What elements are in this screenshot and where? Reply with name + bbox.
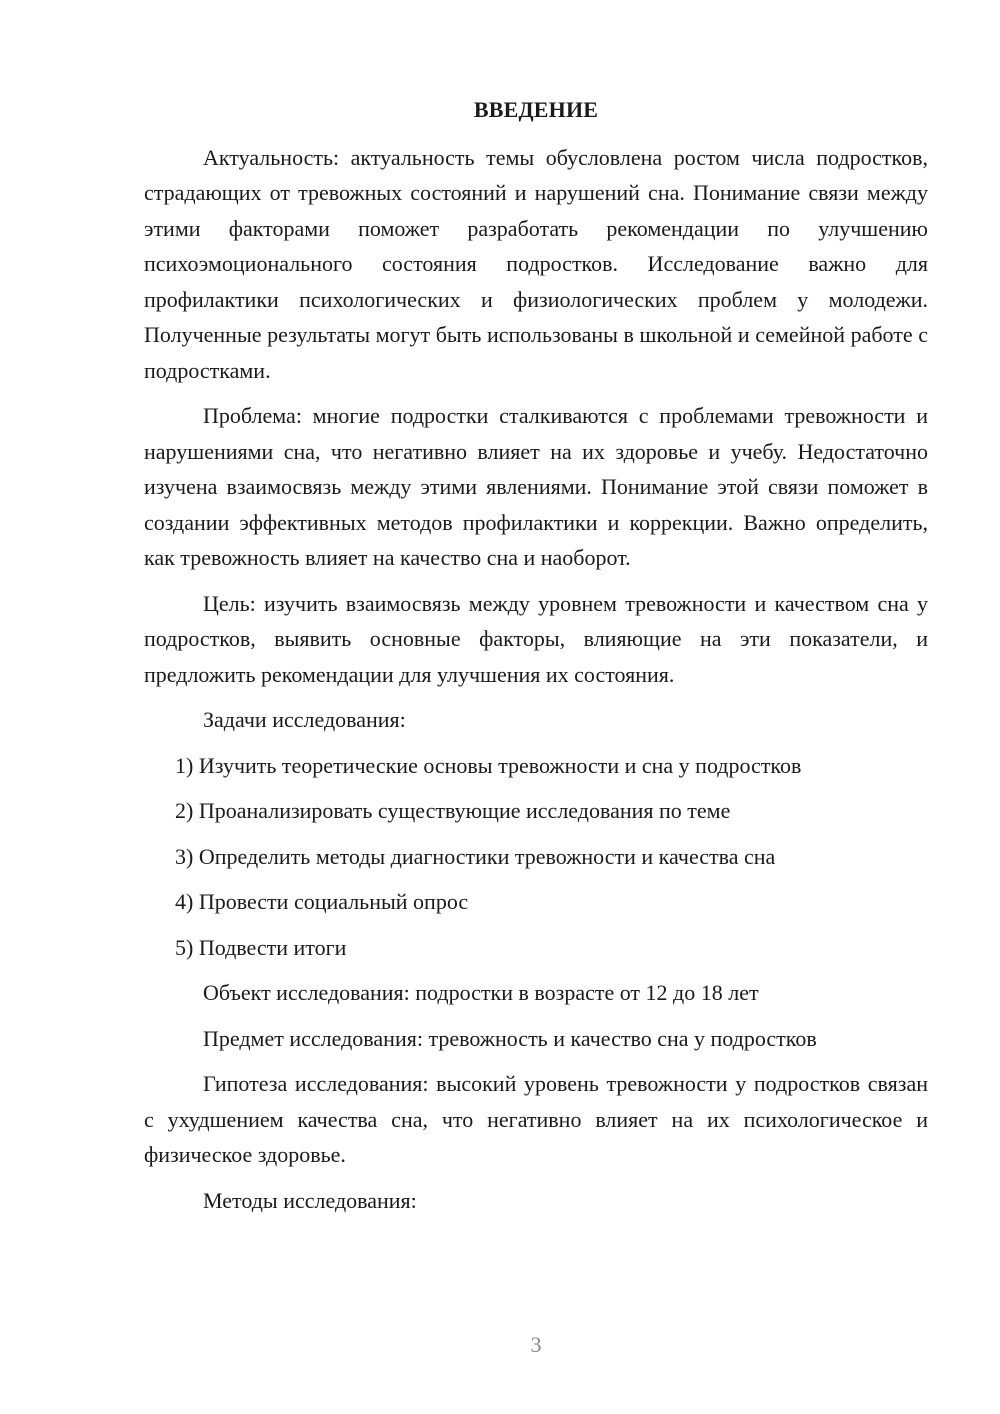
problem-paragraph: Проблема: многие подростки сталкиваются с проблемами тревожности и нарушениями сна, что негативно влияет на их здоровье и учебу. Недостаточно изучена взаимосвязь между этими явлениями. Понимание этой связи поможет в создании эффективных методов профилактики и коррекции. Важно определить, как тревожность влияет на качество сна и наоборот. bbox=[144, 403, 928, 570]
relevance-paragraph: Актуальность: актуальность темы обусловлена ростом числа подростков, страдающих от тревожных состояний и нарушений сна. Понимание связи между этими факторами поможет разработать рекомендации по улучшению психоэмоционального состояния подростков. Исследование важно для профилактики психологических и физиологических проблем у молодежи. Полученные результаты могут быть использованы в школьной и семейной работе с подростками. bbox=[144, 144, 928, 383]
document-page bbox=[144, 92, 928, 1228]
hypothesis-paragraph: Гипотеза исследования: высокий уровень тревожности у подростков связан с ухудшением качества сна, что негативно влияет на их психологическое и физическое здоровье. bbox=[144, 1071, 928, 1167]
tasks-heading: Задачи исследования: bbox=[203, 707, 406, 732]
tasks-list bbox=[144, 748, 928, 966]
object-paragraph: Объект исследования: подростки в возрасте от 12 до 18 лет bbox=[203, 980, 759, 1005]
page-number: 3 bbox=[530, 1332, 542, 1357]
section-title: ВВЕДЕНИЕ bbox=[473, 97, 599, 122]
task-item-3: 3) Определить методы диагностики тревожности и качества сна bbox=[175, 843, 776, 869]
task-item-1: 1) Изучить теоретические основы тревожности и сна у подростков bbox=[175, 752, 802, 778]
subject-paragraph: Предмет исследования: тревожность и качество сна у подростков bbox=[203, 1025, 817, 1051]
goal-paragraph: Цель: изучить взаимосвязь между уровнем тревожности и качеством сна у подростков, выявить основные факторы, влияющие на эти показатели, и предложить рекомендации для улучшения их состояния. bbox=[144, 590, 928, 687]
methods-paragraph: Методы исследования: bbox=[203, 1187, 417, 1213]
task-item-2: 2) Проанализировать существующие исследования по теме bbox=[175, 798, 731, 823]
task-item-5: 5) Подвести итоги bbox=[175, 934, 347, 960]
task-item-4: 4) Провести социальный опрос bbox=[175, 889, 469, 914]
